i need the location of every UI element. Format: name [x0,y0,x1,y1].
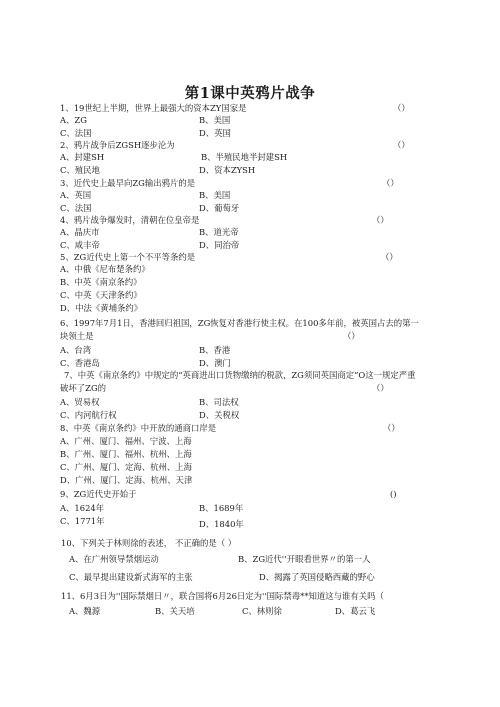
answer-paren: （） [381,252,398,262]
option-b: B、1689年 [199,503,244,513]
question-stem: 7、中英《南京条约》中规定的“英商进出口货物缴纳的税款，ZG须同英国商定”O这一规定严重 [64,370,416,380]
option-c: C、法国 [60,128,92,138]
option-b: B、香港 [199,345,231,355]
option-d: D、关税权 [199,410,240,420]
question-stem: 11、6月3日为''国际禁烟日〃，联合国将6月26日定为''国际禁毒**知道这与谁有关吗（ [61,591,384,601]
answer-paren: （） [393,103,410,113]
option-a: A、贸易权 [60,397,100,407]
option-c: C、殖民地 [60,165,100,175]
option-d: D、广州、厦门、定海、杭州、天津 [60,475,193,485]
question-10 [60,539,460,587]
option-b: B、半殖民地半封建SH [201,152,288,162]
option-b: B、美国 [199,190,231,200]
option-c: C、广州、厦门、定海、杭州、上海 [60,462,193,472]
question-stem: 10、下列关于林则徐的表述， 不正确的是（ ） [61,538,237,548]
option-c: C、最早提出建设新式海军的主张 [69,572,193,582]
question-9 [60,490,460,530]
option-b: B、美国 [199,115,231,125]
option-c: C、咸丰帝 [60,240,100,250]
question-7 [60,371,464,431]
question-4 [60,216,460,250]
option-a: A、魏源 [69,606,101,616]
question-stem: 5、ZG近代史上第一个不平等条约是 [60,252,196,262]
option-a: A、晶庆市 [60,227,100,237]
option-a: A、ZG [60,115,87,125]
question-2 [60,141,460,175]
option-a: A、广州、厦门、福州、宁波、上海 [60,436,192,446]
question-stem: 2、鸦片战争后ZGSH逐步沦为 [60,140,175,150]
option-d: D、澳门 [199,358,231,368]
question-stem: 4、鸦片战争爆发时，清朝在位皇帝是 [60,215,200,225]
option-b: B、广州、厦门、福州、杭州、上海 [60,449,192,459]
option-c: C、法国 [60,203,92,213]
question-stem-continued: 块领土是 [60,331,94,341]
answer-paren: () [390,489,397,499]
question-6 [60,319,460,367]
question-11 [60,592,460,622]
option-d: D、中法《黄埔条约》 [60,303,143,313]
answer-paren: （） [382,178,399,188]
option-d: D、葡萄牙 [199,203,240,213]
option-c: C、中英《天津条约》 [60,290,142,300]
option-b: B、司法权 [199,397,239,407]
option-d: D、1840年 [199,519,244,529]
question-5 [60,253,460,313]
answer-paren: （） [343,331,360,341]
question-stem: 9、ZG近代史开始于 [60,489,137,499]
answer-paren: （） [372,383,389,393]
question-stem: 1、19世纪上半期，世界上最强大的资本ZY国家是 [60,103,247,113]
option-d: D、资本ZYSH [199,165,256,175]
option-b: B、关天培 [155,606,195,616]
option-d: D、揭露了英国侵略西藏的野心 [259,572,375,582]
option-b: B、ZG近代'’开眼看世界〃的第一人 [238,554,371,564]
answer-paren: （） [372,215,389,225]
answer-paren: （） [393,140,410,150]
question-stem: 8、中英《南京条约》中开放的通商口岸是 [60,423,217,433]
answer-paren: （） [383,423,400,433]
question-1 [60,104,460,138]
option-c: C、林则徐 [242,606,282,616]
question-stem-continued: 破坏了ZG的 [60,383,107,393]
option-c: C、1771年 [60,516,105,526]
option-b: B、道光帝 [199,227,239,237]
option-a: A、封建SH [60,152,105,162]
option-a: A、1624年 [60,503,105,513]
option-a: A、中俄《尼布楚条约》 [60,264,150,274]
option-c: C、内河航行权 [60,410,117,420]
option-a: A、英国 [60,190,92,200]
option-c: C、香港岛 [60,358,100,368]
question-3 [60,179,460,213]
question-stem: 3、近代史上最早向ZG输出鸦片的是 [60,178,196,188]
question-stem: 6、1997年7月1日，香港回归祖国，ZG恢复对香港行使主权。在100多年前，被英国占去的第一 [60,318,419,328]
option-a: A、台湾 [60,345,92,355]
option-d: D、葛云飞 [335,606,376,616]
option-a: A、在广州领导禁烟运动 [69,554,159,564]
option-d: D、英国 [199,128,231,138]
page-title: 第1课中英鸦片战争 [184,85,316,102]
option-d: D、同治帝 [199,240,240,250]
question-8 [60,424,460,486]
option-b: B、中英《南京条约》 [60,277,142,287]
